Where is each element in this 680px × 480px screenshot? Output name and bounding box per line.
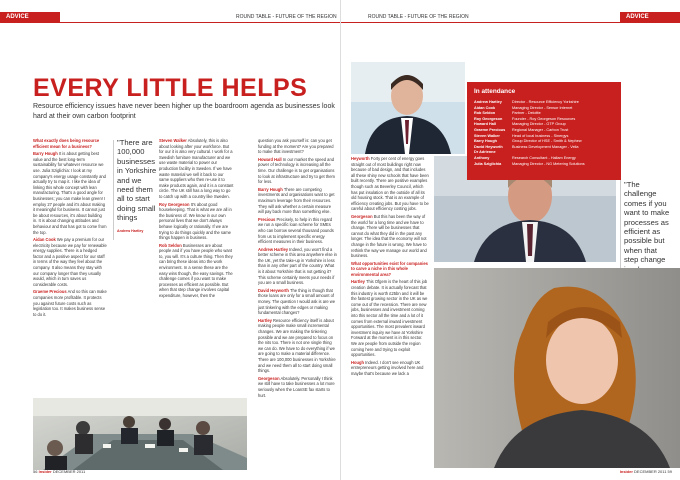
folio-page-number: 56 [33,469,38,474]
body-paragraph [159,138,234,200]
paragraph-text: And so this can make companies more profitable. It protects you against future costs such as legislation too. It makes business sense to do it. [33,289,107,317]
folio-date: DECEMBER 2011 [634,469,667,474]
body-paragraph [33,237,107,287]
paragraph-text: But this has been the way of the world for a long time and we have to change. There will be businesses that cannot do what they did in the past any longer. The idea that the economy will not change in the future is wrong. We have to rethink the way we manage our world and business. [351,213,427,259]
attendee-name: Steven Walker [474,133,500,138]
photo-icon [33,398,247,470]
body-paragraph [258,138,337,155]
body-paragraph [258,157,337,185]
paragraph-text: Absolutely, this is also about looking after your workforce. But for our it is also very cultural. I work for a Swedish furniture manufacturer and we use waste material to power our production facility in Sweden. If we have waste material we sell it back to our same suppliers who then re-use it to make products again, and it is a constant circle. The UK still has a long way to go to catch up with a country like Sweden. [159,138,234,199]
folio-title: Insider [38,469,52,474]
attendee-name: Julia Sziglichia [474,161,502,166]
attendee-row [474,162,614,168]
paragraph-text: In our market the speed and power of technology is increasing all the time. Our challenge is to get organisations to look at infrastructure and try to get them for less. [258,156,335,185]
speaker-name: Graeme Precious [33,289,67,295]
speaker-name: Georgeson [258,375,280,381]
speaker-name: Georgeson [351,213,373,219]
attendee-role: Managing Director - GTP Group [512,122,566,127]
attendee-name: Rob Seldon [474,111,496,116]
pullquote-rule [620,180,621,280]
page-title: EVERY LITTLE HELPS [33,74,308,102]
attendee-name: Roy Georgeson [474,116,503,121]
attendee-name: Anthony [474,155,490,160]
paragraph-text: We pay a premium for our electricity because we pay for renewable energy supplies. There is a hedged factor and a positive aspect for our staff in terms of the way they feel about the company. It also means they stay with our company longer than they usually would, which in turn saves us considerable costs. [33,237,107,287]
speaker-name: Hough [351,359,364,365]
folio-title: Insider [619,469,633,474]
speaker-name: Heyworth [351,156,370,161]
photo-icon [351,62,465,154]
body-paragraph [351,360,429,377]
header-rule [341,22,680,23]
folio-left [33,469,85,474]
body-paragraph [351,214,429,259]
text-column-1 [33,138,107,400]
attendee-role: Business Development Manager - Veila [512,144,579,149]
attendee-name: Graeme Precious [474,127,506,132]
paragraph-text: Indeed. I don't see enough UK entrepreneurs getting involved here and maybe that's because we lack a [351,359,424,376]
attendee-role: Founder - Roy Georgeson Resources [512,116,576,121]
interview-question: What exactly does being resource efficient mean for a business? [33,138,100,149]
body-paragraph [33,151,107,235]
text-column-3 [258,138,337,468]
speaker-name: Rob Seldon [159,242,182,248]
body-paragraph [351,156,429,212]
paragraph-text: question you ask yourself is: can you get funding at the moment? Are you prepared to make that investment? [258,138,334,155]
attendee-name: Andrew Hartley [474,100,502,104]
attendee-role: Head of local business - Sinergys [512,133,569,138]
interview-question: What opportunities exist for companies to carve a niche in this whole environmental area? [351,260,428,277]
attendee-name: Dr Adrienne [474,150,496,155]
speaker-name: Steven Walker [159,138,187,143]
portrait-woman-right [434,268,680,468]
body-paragraph [351,279,429,357]
speaker-name: Hartley [351,279,365,285]
attendee-role: Director - Resource Efficiency Yorkshire [512,100,579,104]
speaker-name: Precious [258,216,276,222]
speaker-name: Howard Hall [258,156,282,162]
speaker-name: Barry Hough [258,186,283,192]
body-paragraph [159,202,234,241]
body-paragraph [258,247,337,286]
paragraph-text: The thing is though that those loans are only for a small amount of money. The question I would ask is are we just tinkering with the edges or making fundamental changes? [258,287,335,316]
paragraph-text: This Ofgem is the heart of this job creation debate. It is actually forecast that this industry is worth £25bn and it will be the fastest growing sector in the UK as we come out of the recession. There are new jobs, businesses and investment coming into this sector all the time and a lot of it comes from external inward investment opportunities. The most prevalent inward investment inquiry we have at Yorkshire Forward at the moment is in this sector. We are people from outside the region coming here and trying to exploit opportunities. [351,279,428,358]
running-head: ROUND TABLE - FUTURE OF THE REGION [368,14,469,20]
section-tag: ADVICE [0,12,60,22]
pullquote-text: "The challenge comes if you want to make processes as efficient as possible but when that step change [624,180,670,265]
paragraph-text: Businesses are about people and if you have people who want to, you will. It's a culture thing. Then they can bring these ideas into the work environment. In a sense these are the easy wins though, the easy savings. The challenge comes if you want to make processes as efficient as possible. But when that step change involves capital expenditure, however, then the [159,242,233,299]
attendee-role: Partner - Deloitte [512,111,541,116]
text-column-2 [159,138,234,400]
right-page [341,0,680,480]
attendee-role: Regional Manager - Carbon Trust [512,127,569,132]
attendee-name: David Heyworth [474,144,503,149]
attendance-box [467,82,621,180]
attendee-name: Howard Hall [474,122,496,127]
attendee-role: Managing Director - NG Metering Solutions [512,161,585,166]
pullquote-attribution: Andrew Hartley [117,228,144,233]
attendee-role: Research Consultant - Hallam Energy [512,155,576,160]
body-paragraph [33,289,107,317]
attendee-name: Aidan Cook [474,105,496,110]
speaker-name: Aidan Cook [33,237,56,243]
folio-right [620,469,672,474]
photo-icon [434,268,680,468]
body-paragraph [159,243,234,299]
roundtable-photo [33,398,247,470]
pullquote-text: "There are 100,000 businesses in Yorkshire and we need them all to start doing small things [117,138,157,223]
section-tag: ADVICE [620,12,680,22]
paragraph-text: It's about good housekeeping. That is what we are all in the business of. We know in our own personal lives that we don't always behave logically or rationally. If we are trying to do things quickly and the same things happen in business. [159,201,232,241]
body-paragraph [258,217,337,245]
folio-page-number: 59 [667,469,672,474]
speaker-name: Hartley [258,317,272,323]
body-paragraph [258,318,337,374]
attendance-list [474,100,614,167]
attendance-title: In attendance [474,88,516,95]
attendee-role: Group Director of HSE - Smith & Nephew [512,139,582,144]
paragraph-text: Precisely, to help in this regard we run a specific loan scheme for SMEs who can borrow several thousand pounds from us to implement specific energy efficient measures in their business. [258,216,334,245]
standfirst: Resource efficiency issues have never been higher up the boardroom agenda as businesses look hard at their own carbon footprint [33,103,335,120]
paragraph-text: Absolutely. Personally I think we still have to take businesses a lot more seriously when the LoanSE fax starts to hurt. [258,375,335,398]
speaker-name: Barry Hough [33,151,58,157]
body-paragraph [258,187,337,215]
body-paragraph [258,288,337,316]
text-column-4 [351,156,429,468]
paragraph-text: It is about getting best value and the best long-term sustainability for whatever resource we use. Julia Sziglichia: I look at my company's energy usage constantly and actually try to map it. I like the idea of linking this whole concept with lean manufacturing. That's a good angle for businesses; you can make lean green! I employ 27 people and it's about making it meaningful for business. It cannot just be about resources, it's about building in. It is about changing attitudes and behaviour and that has got to come from the top. [33,151,107,235]
body-paragraph [258,376,337,398]
speaker-name: David Heyworth [258,287,289,293]
paragraph-text: There are competing investments and organisations want to get maximum leverage from their resources. They will ask whether a certain measure will pay back more than something else. [258,186,335,215]
portrait-man-suit [351,62,465,154]
speaker-name: Andrew Hartley [258,246,289,252]
paragraph-text: Indeed, you won't find a better scheme in this area anywhere else in the UK, yet the take-up in Yorkshire is less than in any other part of the country. What is it about Yorkshire that is not getting it? This scheme certainly meets your needs if you are a small business. [258,246,337,286]
paragraph-text: Resource efficiency itself is about making people make small incremental changes. We are making the tinkering possible and we are prepared to focus on the nits too. There is not one single thing we can do. We have to do everything if we are going to make a material difference. There are 100,000 businesses in Yorkshire and we need them all to start doing small things. [258,317,336,374]
pullquote-rule [113,140,114,240]
attendee-role: Managing Director - Sensor Internet [512,105,573,110]
pullquote [117,138,159,236]
running-head: ROUND TABLE - FUTURE OF THE REGION [236,14,337,20]
header-rule [0,22,340,23]
folio-date: DECEMBER 2011 [52,469,86,474]
speaker-name: Roy Georgeson [159,201,190,207]
paragraph-text: Forty per cent of energy goes straight out of most buildings right now because of bad design, and that includes all these shiny new schools that have been built recently. There are positive examples though such as Beverley Council, which has put insulation on the outside of all its old housing stock. That is an example of efficiency creating jobs. But you have to be careful about efficiency costing jobs. [351,156,429,212]
attendee-name: Barry Hough [474,139,497,144]
